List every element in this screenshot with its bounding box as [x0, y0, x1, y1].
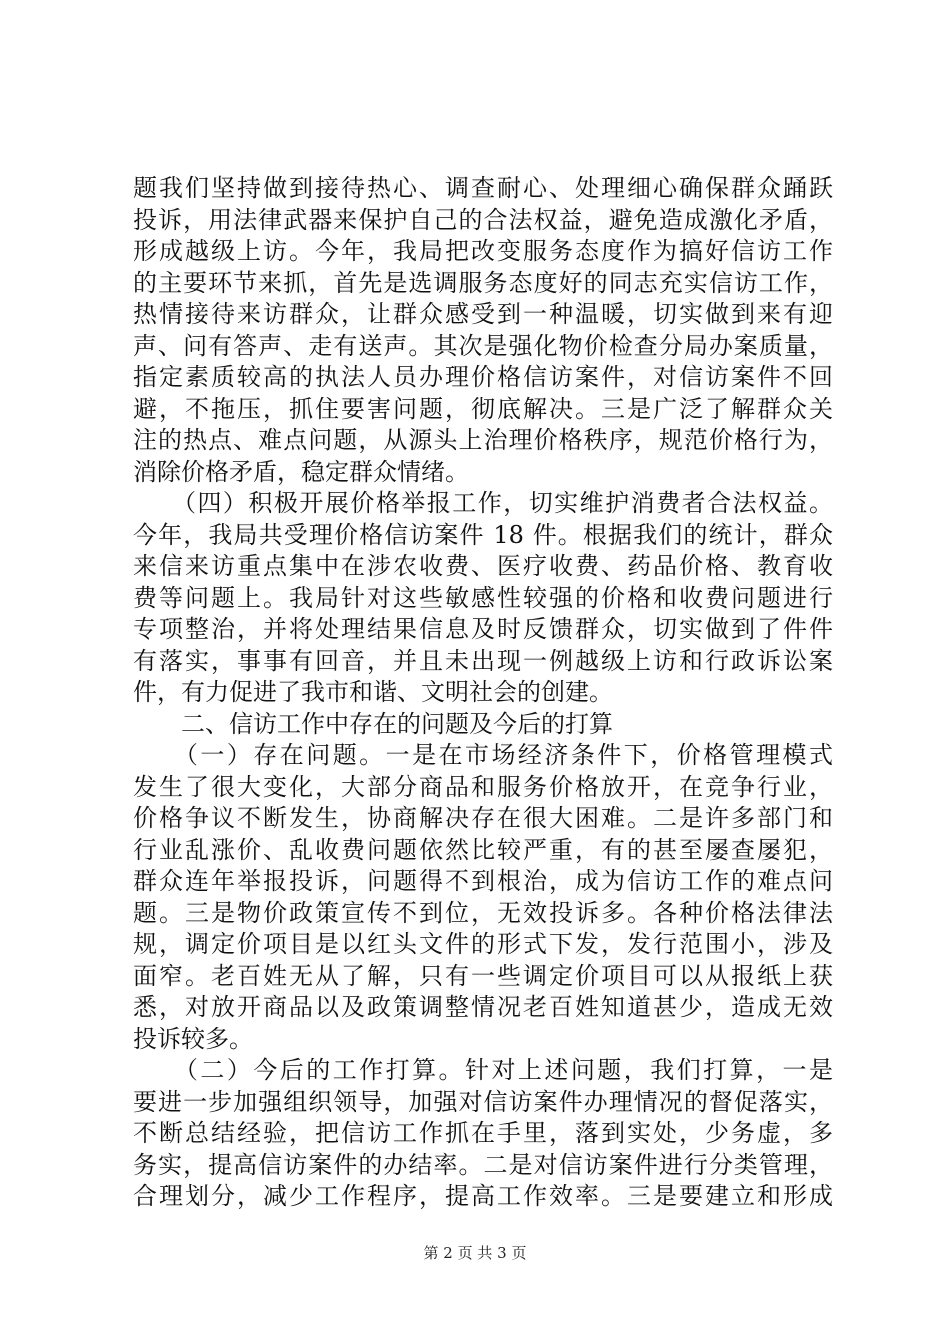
text-line: 题我们坚持做到接待热心、调查耐心、处理细心确保群众踊跃: [133, 174, 833, 202]
text-line: 投诉，用法律武器来保护自己的合法权益，避免造成激化矛盾，: [133, 205, 833, 234]
text-line: 投诉较多。: [133, 1024, 253, 1053]
text-line: 发生了很大变化，大部分商品和服务价格放开，在竞争行业，: [133, 772, 833, 801]
text-line: 要进一步加强组织领导，加强对信访案件办理情况的督促落实，: [133, 1087, 833, 1116]
text-line: 件，有力促进了我市和谐、文明社会的创建。: [133, 678, 613, 706]
text-line: 声、问有答声、走有送声。其次是强化物价检查分局办案质量，: [133, 331, 833, 360]
text-line: 注的热点、难点问题，从源头上治理价格秩序，规范价格行为，: [133, 426, 833, 454]
text-line: 形成越级上访。今年，我局把改变服务态度作为搞好信访工作: [133, 237, 833, 265]
text-line: 指定素质较高的执法人员办理价格信访案件，对信访案件不回: [133, 363, 833, 391]
text-line: 二、信访工作中存在的问题及今后的打算: [133, 709, 613, 738]
text-line: 行业乱涨价、乱收费问题依然比较严重，有的甚至屡查屡犯，: [133, 835, 833, 864]
text-line: 有落实，事事有回音，并且未出现一例越级上访和行政诉讼案: [133, 646, 833, 675]
text-line: 今年，我局共受理价格信访案件 18 件。根据我们的统计，群众: [133, 520, 833, 549]
document-body: [133, 173, 833, 1213]
text-line: 避，不拖压，抓住要害问题，彻底解决。三是广泛了解群众关: [133, 394, 833, 423]
text-line: 面窄。老百姓无从了解，只有一些调定价项目可以从报纸上获: [133, 961, 833, 990]
text-line: 务实，提高信访案件的办结率。二是对信访案件进行分类管理，: [133, 1150, 833, 1179]
text-line: （一）存在问题。一是在市场经济条件下，价格管理模式: [133, 741, 833, 769]
text-line: 价格争议不断发生，协商解决存在很大困难。二是许多部门和: [133, 804, 833, 832]
text-line: 群众连年举报投诉，问题得不到根治，成为信访工作的难点问: [133, 867, 833, 895]
page-footer: 第 2 页 共 3 页: [423, 1244, 527, 1262]
text-line: 费等问题上。我局针对这些敏感性较强的价格和收费问题进行: [133, 583, 833, 612]
text-line: （二）今后的工作打算。针对上述问题，我们打算，一是: [133, 1056, 833, 1084]
text-line: 消除价格矛盾，稳定群众情绪。: [133, 457, 469, 486]
text-line: 合理划分，减少工作程序，提高工作效率。三是要建立和形成: [133, 1182, 833, 1210]
text-line: 题。三是物价政策宣传不到位，无效投诉多。各种价格法律法: [133, 898, 833, 927]
text-line: 热情接待来访群众，让群众感受到一种温暖，切实做到来有迎: [133, 300, 833, 328]
text-line: 专项整治，并将处理结果信息及时反馈群众，切实做到了件件: [133, 615, 833, 643]
text-line: 规，调定价项目是以红头文件的形式下发，发行范围小，涉及: [133, 930, 833, 958]
text-line: （四）积极开展价格举报工作，切实维护消费者合法权益。: [133, 489, 833, 517]
text-line: 不断总结经验，把信访工作抓在手里，落到实处，少务虚，多: [133, 1119, 833, 1147]
text-line: 的主要环节来抓，首先是选调服务态度好的同志充实信访工作，: [133, 268, 833, 297]
text-line: 来信来访重点集中在涉农收费、医疗收费、药品价格、教育收: [133, 552, 833, 580]
text-line: 悉，对放开商品以及政策调整情况老百姓知道甚少，造成无效: [133, 993, 833, 1021]
